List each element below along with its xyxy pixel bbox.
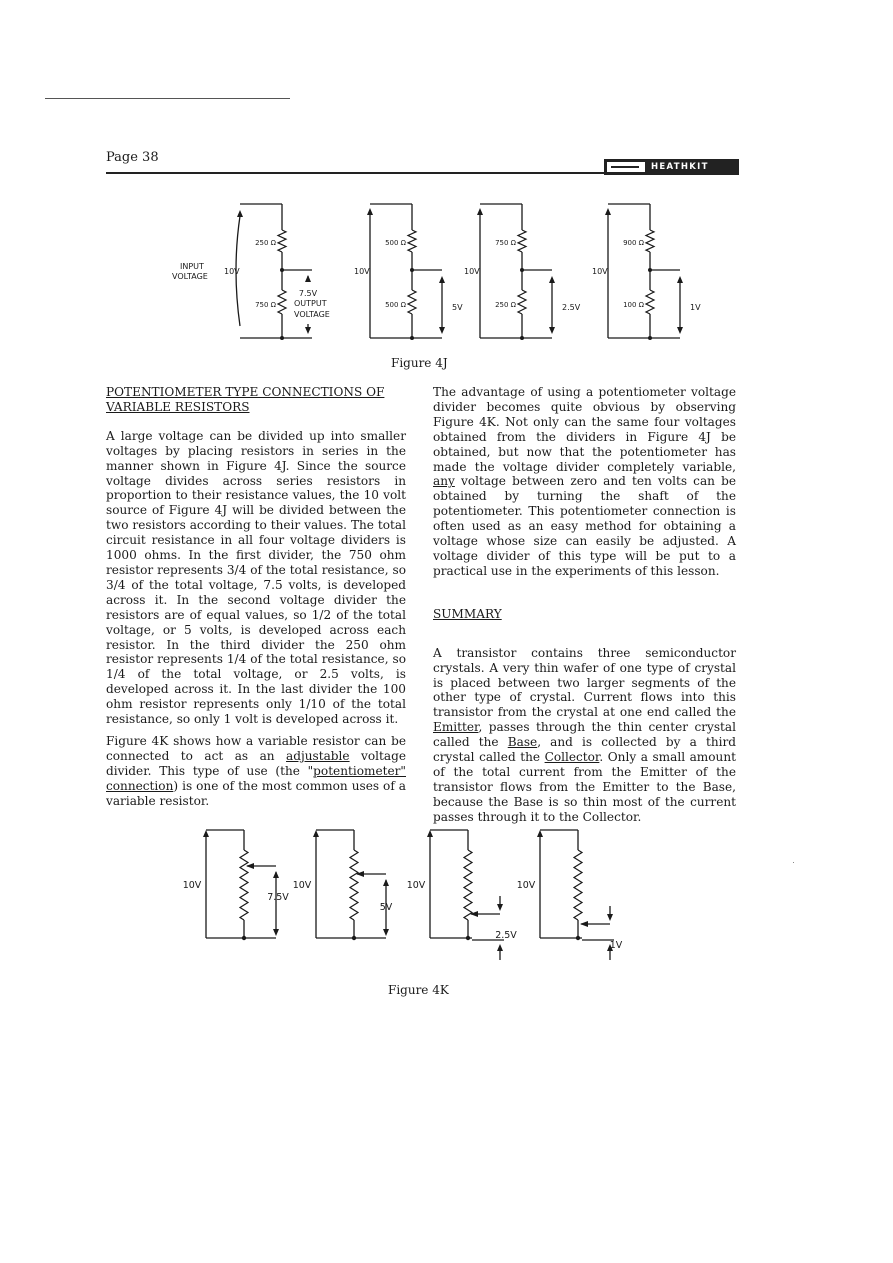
source-voltage-label: 10V [516, 880, 536, 891]
bottom-resistor [408, 290, 416, 314]
heathkit-logo [604, 159, 739, 175]
output-voltage-label: 5V [452, 303, 463, 312]
source-arrow-icon [203, 830, 209, 837]
potentiometer-resistor [574, 850, 582, 920]
heading-line-1: POTENTIOMETER TYPE CONNECTIONS OF [106, 385, 385, 399]
text-run: A transistor contains three semiconductor crystals. A very thin wafer of one type of crystal is placed between two larger segments of the other type of crystal. Current flows into this transistor from the crystal at one end called the [433, 645, 736, 720]
bottom-resistor-label: 750 Ω [255, 301, 276, 309]
output-voltage-label: 7.5V [298, 289, 318, 298]
logo-text: HEATHKIT [651, 162, 709, 172]
bottom-resistor [278, 290, 286, 314]
output-arrow-icon [273, 871, 279, 878]
text-run: ) is one of the most common uses of a variable resistor. [106, 778, 406, 808]
junction-dot [280, 268, 284, 272]
output-voltage-label: 2.5V [562, 303, 581, 312]
input-voltage-label: INPUT [180, 262, 204, 271]
top-resistor-label: 900 Ω [623, 239, 644, 247]
source-voltage-label: 10V [406, 880, 426, 891]
top-resistor-label: 750 Ω [495, 239, 516, 247]
output-voltage-label: 7.5V [267, 892, 289, 903]
output-voltage-label: OUTPUT [294, 299, 327, 308]
section-heading-potentiometer [106, 385, 406, 415]
input-voltage-label: VOLTAGE [172, 272, 208, 281]
text-run: , passes through the thin center crystal called the [433, 720, 736, 750]
figure-4k-diagram [182, 820, 650, 960]
underlined-collector: Collector [544, 750, 600, 765]
right-column [433, 385, 736, 825]
paragraph-voltage-division: A large voltage can be divided up into smaller voltages by placing resistors in series in the manner shown in Figure 4J. Since the source voltage divides across series resistors in proportion to their resistance values, the 10 volt source of Figure 4J will be divided between the two resistors according to their values. The total circuit resistance in all four voltage dividers is 1000 ohms. In the first divider, the 750 ohm resistor represents 3/4 of the total resistance, so 3/4 of the total voltage, 7.5 volts, is developed across it. In the second voltage divider the resistors are of equal values, so 1/2 of the total voltage, or 5 volts, is developed across each resistor. In the third divider the 250 ohm resistor represents 1/4 of the total resistance, so 1/4 of the total voltage, or 2.5 volts, is developed across it. In the last divider the 100 ohm resistor represents only 1/10 of the total resistance, so only 1 volt is developed across it. [106, 428, 406, 727]
junction-dot [520, 268, 524, 272]
left-column [106, 385, 406, 808]
paragraph-summary [433, 646, 736, 825]
wiper-arrow-icon [580, 921, 588, 927]
source-voltage-label: 10V [464, 267, 480, 276]
source-arrow-icon [477, 208, 483, 215]
text-run: voltage divider. This type of use (the " [106, 748, 406, 778]
underlined-base: Base [507, 735, 538, 750]
output-voltage-label: 2.5V [495, 930, 517, 941]
scan-speck [793, 862, 794, 863]
source-arrow-icon [427, 830, 433, 837]
bottom-resistor-label: 100 Ω [623, 301, 644, 309]
figure-4j-caption: Figure 4J [391, 356, 448, 370]
bottom-resistor [646, 290, 654, 314]
output-arrow-icon [677, 327, 683, 334]
output-voltage-label: VOLTAGE [294, 310, 330, 319]
figure-4k-caption: Figure 4K [388, 983, 449, 997]
underlined-adjustable: adjustable [286, 748, 350, 763]
output-arrow-icon [677, 276, 683, 283]
wiper-arrow-icon [246, 863, 254, 869]
junction-dot [520, 336, 524, 340]
source-arrow-icon [313, 830, 319, 837]
logo-emblem-icon [607, 162, 645, 172]
output-arrow-icon [305, 275, 311, 282]
output-arrow-icon [439, 327, 445, 334]
underlined-emitter: Emitter [433, 720, 479, 735]
source-voltage-label: 10V [224, 267, 240, 276]
output-arrow-icon [383, 879, 389, 886]
underlined-potentiometer: potentiometer" connection [106, 763, 406, 793]
top-resistor-label: 500 Ω [385, 239, 406, 247]
top-resistor [408, 230, 416, 252]
output-arrow-icon [497, 944, 503, 951]
source-voltage-label: 10V [182, 880, 202, 891]
top-resistor-label: 250 Ω [255, 239, 276, 247]
page-number: Page 38 [106, 150, 159, 165]
heading-line-2: VARIABLE RESISTORS [106, 399, 250, 414]
junction-dot [648, 336, 652, 340]
potentiometer-resistor [464, 850, 472, 920]
text-run: , and is collected by a third crystal called the [433, 735, 736, 765]
junction-dot [280, 336, 284, 340]
output-voltage-label: 1V [609, 940, 623, 951]
output-arrow-icon [273, 929, 279, 936]
output-arrow-icon [549, 327, 555, 334]
source-voltage-label: 10V [292, 880, 312, 891]
paragraph-potentiometer-advantage [433, 385, 736, 579]
top-resistor [518, 230, 526, 252]
junction-dot [410, 336, 414, 340]
bottom-resistor [518, 290, 526, 314]
output-arrow-icon [305, 327, 311, 334]
output-arrow-icon [497, 904, 503, 911]
text-run: The advantage of using a potentiometer voltage divider becomes quite obvious by observing Figure 4K. Not only can the same four voltages obtained from the dividers in Figure 4J be obtained, but now that the potentiometer has made the voltage divider completely variable, [433, 385, 736, 474]
summary-heading: SUMMARY [433, 606, 502, 621]
top-rule [45, 98, 290, 99]
text-run: voltage between zero and ten volts can be obtained by turning the shaft of the potentiometer. This potentiometer connection is often used as an easy method for obtaining a voltage whose size can easily be adjusted. A voltage divider of this type will be put to a practical use in the experiments of this lesson. [433, 474, 736, 578]
source-voltage-label: 10V [592, 267, 608, 276]
source-voltage-label: 10V [354, 267, 370, 276]
bottom-resistor-label: 250 Ω [495, 301, 516, 309]
potentiometer-resistor [240, 850, 248, 920]
bottom-resistor-label: 500 Ω [385, 301, 406, 309]
source-arrow-icon [367, 208, 373, 215]
output-voltage-label: 1V [690, 303, 701, 312]
text-run: Figure 4K shows how a variable resistor can be connected to act as an [106, 733, 406, 763]
potentiometer-resistor [350, 850, 358, 920]
text-run: . Only a small amount of the total current from the Emitter of the transistor flows from the Emitter to the Base, because the Base is so thin most of the current passes through it to the Collector. [433, 750, 736, 824]
junction-dot [410, 268, 414, 272]
top-resistor [646, 230, 654, 252]
output-voltage-label: 5V [379, 902, 393, 913]
output-arrow-icon [383, 929, 389, 936]
output-arrow-icon [439, 276, 445, 283]
source-arrow-icon [537, 830, 543, 837]
output-arrow-icon [549, 276, 555, 283]
junction-dot [648, 268, 652, 272]
paragraph-figure-4k [106, 734, 406, 809]
source-arrow-icon [237, 210, 243, 217]
figure-4j-diagram [160, 190, 740, 350]
top-resistor [278, 230, 286, 252]
output-arrow-icon [607, 914, 613, 921]
source-arrow-icon [605, 208, 611, 215]
underlined-any: any [433, 474, 455, 489]
